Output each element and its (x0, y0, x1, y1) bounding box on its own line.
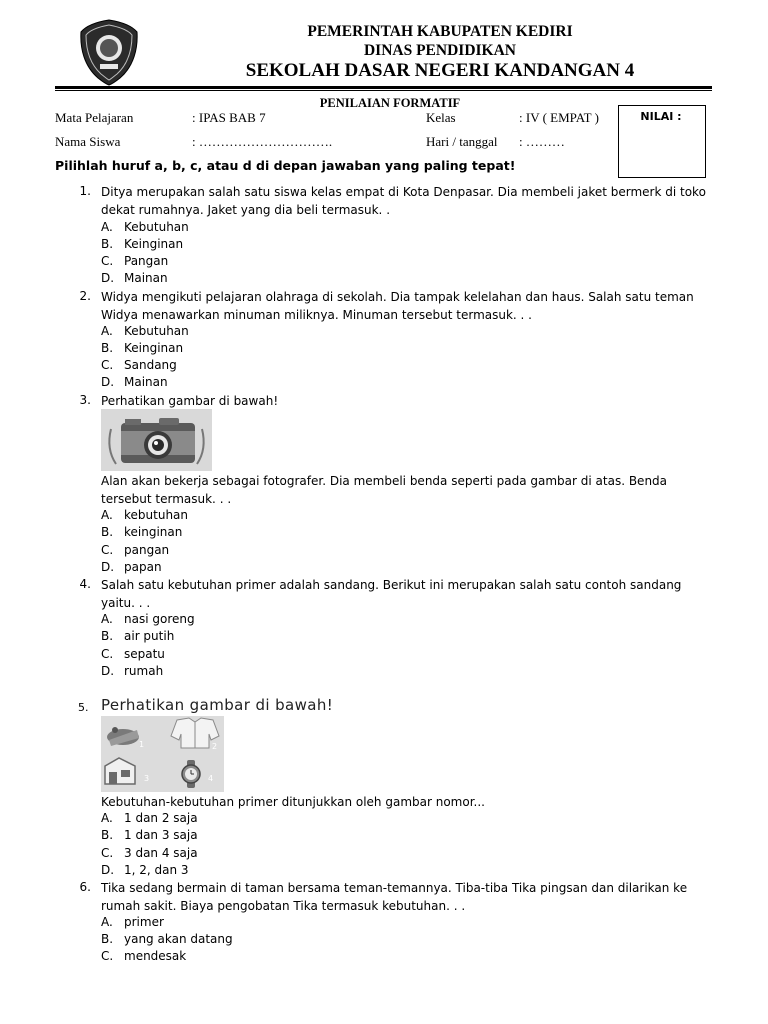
question-line: Alan akan bekerja sebagai fotografer. Dia membeli benda seperti pada gambar di atas. Benda (101, 474, 668, 488)
question-line: Widya menawarkan minuman miliknya. Minuman tersebut termasuk. . . (101, 307, 532, 322)
question-text: Perhatikan gambar di bawah! (101, 394, 279, 408)
header-divider-thin (55, 90, 712, 91)
option-letter: B. (101, 932, 114, 946)
question-line: Salah satu kebutuhan primer adalah sandang. Berikut ini merupakan salah satu contoh sandang (101, 578, 682, 592)
instruction: Pilihlah huruf a, b, c, atau d di depan jawaban yang paling tepat! (55, 158, 516, 173)
question-number: 3. (79, 393, 91, 407)
option-text: nasi goreng (124, 612, 195, 626)
option-text: rumah (124, 664, 164, 678)
option-text: Kebutuhan (124, 324, 189, 338)
name-field: : …………………………. (192, 134, 333, 149)
option-letter: C. (101, 846, 114, 860)
option-letter: C. (101, 254, 114, 268)
option-letter: A. (101, 508, 113, 522)
option-text: air putih (124, 629, 175, 643)
option-letter: A. (101, 915, 113, 929)
option-letter: A. (101, 811, 113, 825)
option-letter: D. (101, 664, 115, 678)
header-school-name: SEKOLAH DASAR NEGERI KANDANGAN 4 (245, 60, 635, 81)
option-text: Keinginan (124, 237, 184, 251)
question-text: Kebutuhan-kebutuhan primer ditunjukkan oleh gambar nomor... (101, 795, 485, 809)
option-text: Sandang (124, 358, 177, 372)
question-line: yaitu. . . (101, 595, 151, 610)
option-text: papan (124, 560, 162, 574)
option-letter: B. (101, 525, 114, 539)
subject-label: Mata Pelajaran (55, 110, 134, 125)
date-label: Hari / tanggal (426, 134, 498, 149)
option-letter: B. (101, 237, 114, 251)
page-title: PENILAIAN FORMATIF (319, 96, 461, 110)
image-number-1: 1 (139, 740, 145, 749)
option-letter: C. (101, 358, 114, 372)
option-text: primer (124, 915, 164, 929)
image-number-2: 2 (212, 742, 218, 751)
option-text: Mainan (124, 271, 168, 285)
option-letter: C. (101, 543, 114, 557)
question-number: 5. (78, 701, 89, 714)
class-value: : IV ( EMPAT ) (519, 110, 599, 125)
question-line: rumah sakit. Biaya pengobatan Tika termasuk kebutuhan. . . (101, 898, 466, 913)
question-number: 4. (79, 577, 91, 591)
option-text: sepatu (124, 647, 165, 661)
option-text: Pangan (124, 254, 169, 268)
question-line: Ditya merupakan salah satu siswa kelas empat di Kota Denpasar. Dia membeli jaket bermerk di toko (101, 185, 706, 199)
option-letter: D. (101, 271, 115, 285)
option-letter: C. (101, 949, 114, 963)
date-field: : ……… (519, 134, 565, 149)
question-line: tersebut termasuk. . . (101, 491, 232, 506)
question-line: Tika sedang bermain di taman bersama teman-temannya. Tiba-tiba Tika pingsan dan dilarikan ke (101, 881, 688, 895)
question-text (101, 577, 731, 612)
option-letter: D. (101, 375, 115, 389)
question-number: 1. (79, 184, 91, 198)
question-text (101, 880, 731, 915)
option-text: kebutuhan (124, 508, 189, 522)
option-letter: B. (101, 828, 114, 842)
needs-image-grid (101, 716, 224, 792)
question-number: 6. (79, 880, 91, 894)
option-text: 1 dan 3 saja (124, 828, 198, 842)
option-text: yang akan datang (124, 932, 233, 946)
question-line: Widya mengikuti pelajaran olahraga di sekolah. Dia tampak kelelahan dan haus. Salah satu teman (101, 290, 694, 304)
option-letter: D. (101, 863, 115, 877)
subject-value: : IPAS BAB 7 (192, 110, 266, 125)
option-letter: A. (101, 324, 113, 338)
option-text: keinginan (124, 525, 183, 539)
option-text: 3 dan 4 saja (124, 846, 198, 860)
name-label: Nama Siswa (55, 134, 121, 149)
question-text (101, 184, 731, 219)
image-number-3: 3 (144, 774, 150, 783)
camera-image (101, 409, 212, 471)
option-text: 1 dan 2 saja (124, 811, 198, 825)
option-letter: A. (101, 612, 113, 626)
option-text: Keinginan (124, 341, 184, 355)
question-text: Perhatikan gambar di bawah! (101, 696, 334, 714)
option-letter: B. (101, 341, 114, 355)
option-text: pangan (124, 543, 170, 557)
question-line: dekat rumahnya. Jaket yang dia beli termasuk. . (101, 202, 391, 217)
question-text (101, 289, 731, 324)
needs-images-icon (101, 716, 224, 792)
option-letter: D. (101, 560, 115, 574)
class-label: Kelas (426, 110, 456, 125)
option-text: mendesak (124, 949, 187, 963)
option-text: Kebutuhan (124, 220, 189, 234)
option-letter: B. (101, 629, 114, 643)
school-logo-icon (78, 18, 140, 86)
score-label: NILAI : (640, 110, 682, 123)
image-number-4: 4 (208, 774, 214, 783)
header-department: DINAS PENDIDIKAN (363, 42, 516, 59)
option-text: Mainan (124, 375, 168, 389)
question-number: 2. (79, 289, 91, 303)
option-letter: A. (101, 220, 113, 234)
camera-icon (101, 409, 212, 471)
question-text (101, 473, 731, 508)
option-letter: C. (101, 647, 114, 661)
header-government: PEMERINTAH KABUPATEN KEDIRI (307, 23, 573, 40)
header-divider-thick (55, 86, 712, 89)
option-text: 1, 2, dan 3 (124, 863, 189, 877)
